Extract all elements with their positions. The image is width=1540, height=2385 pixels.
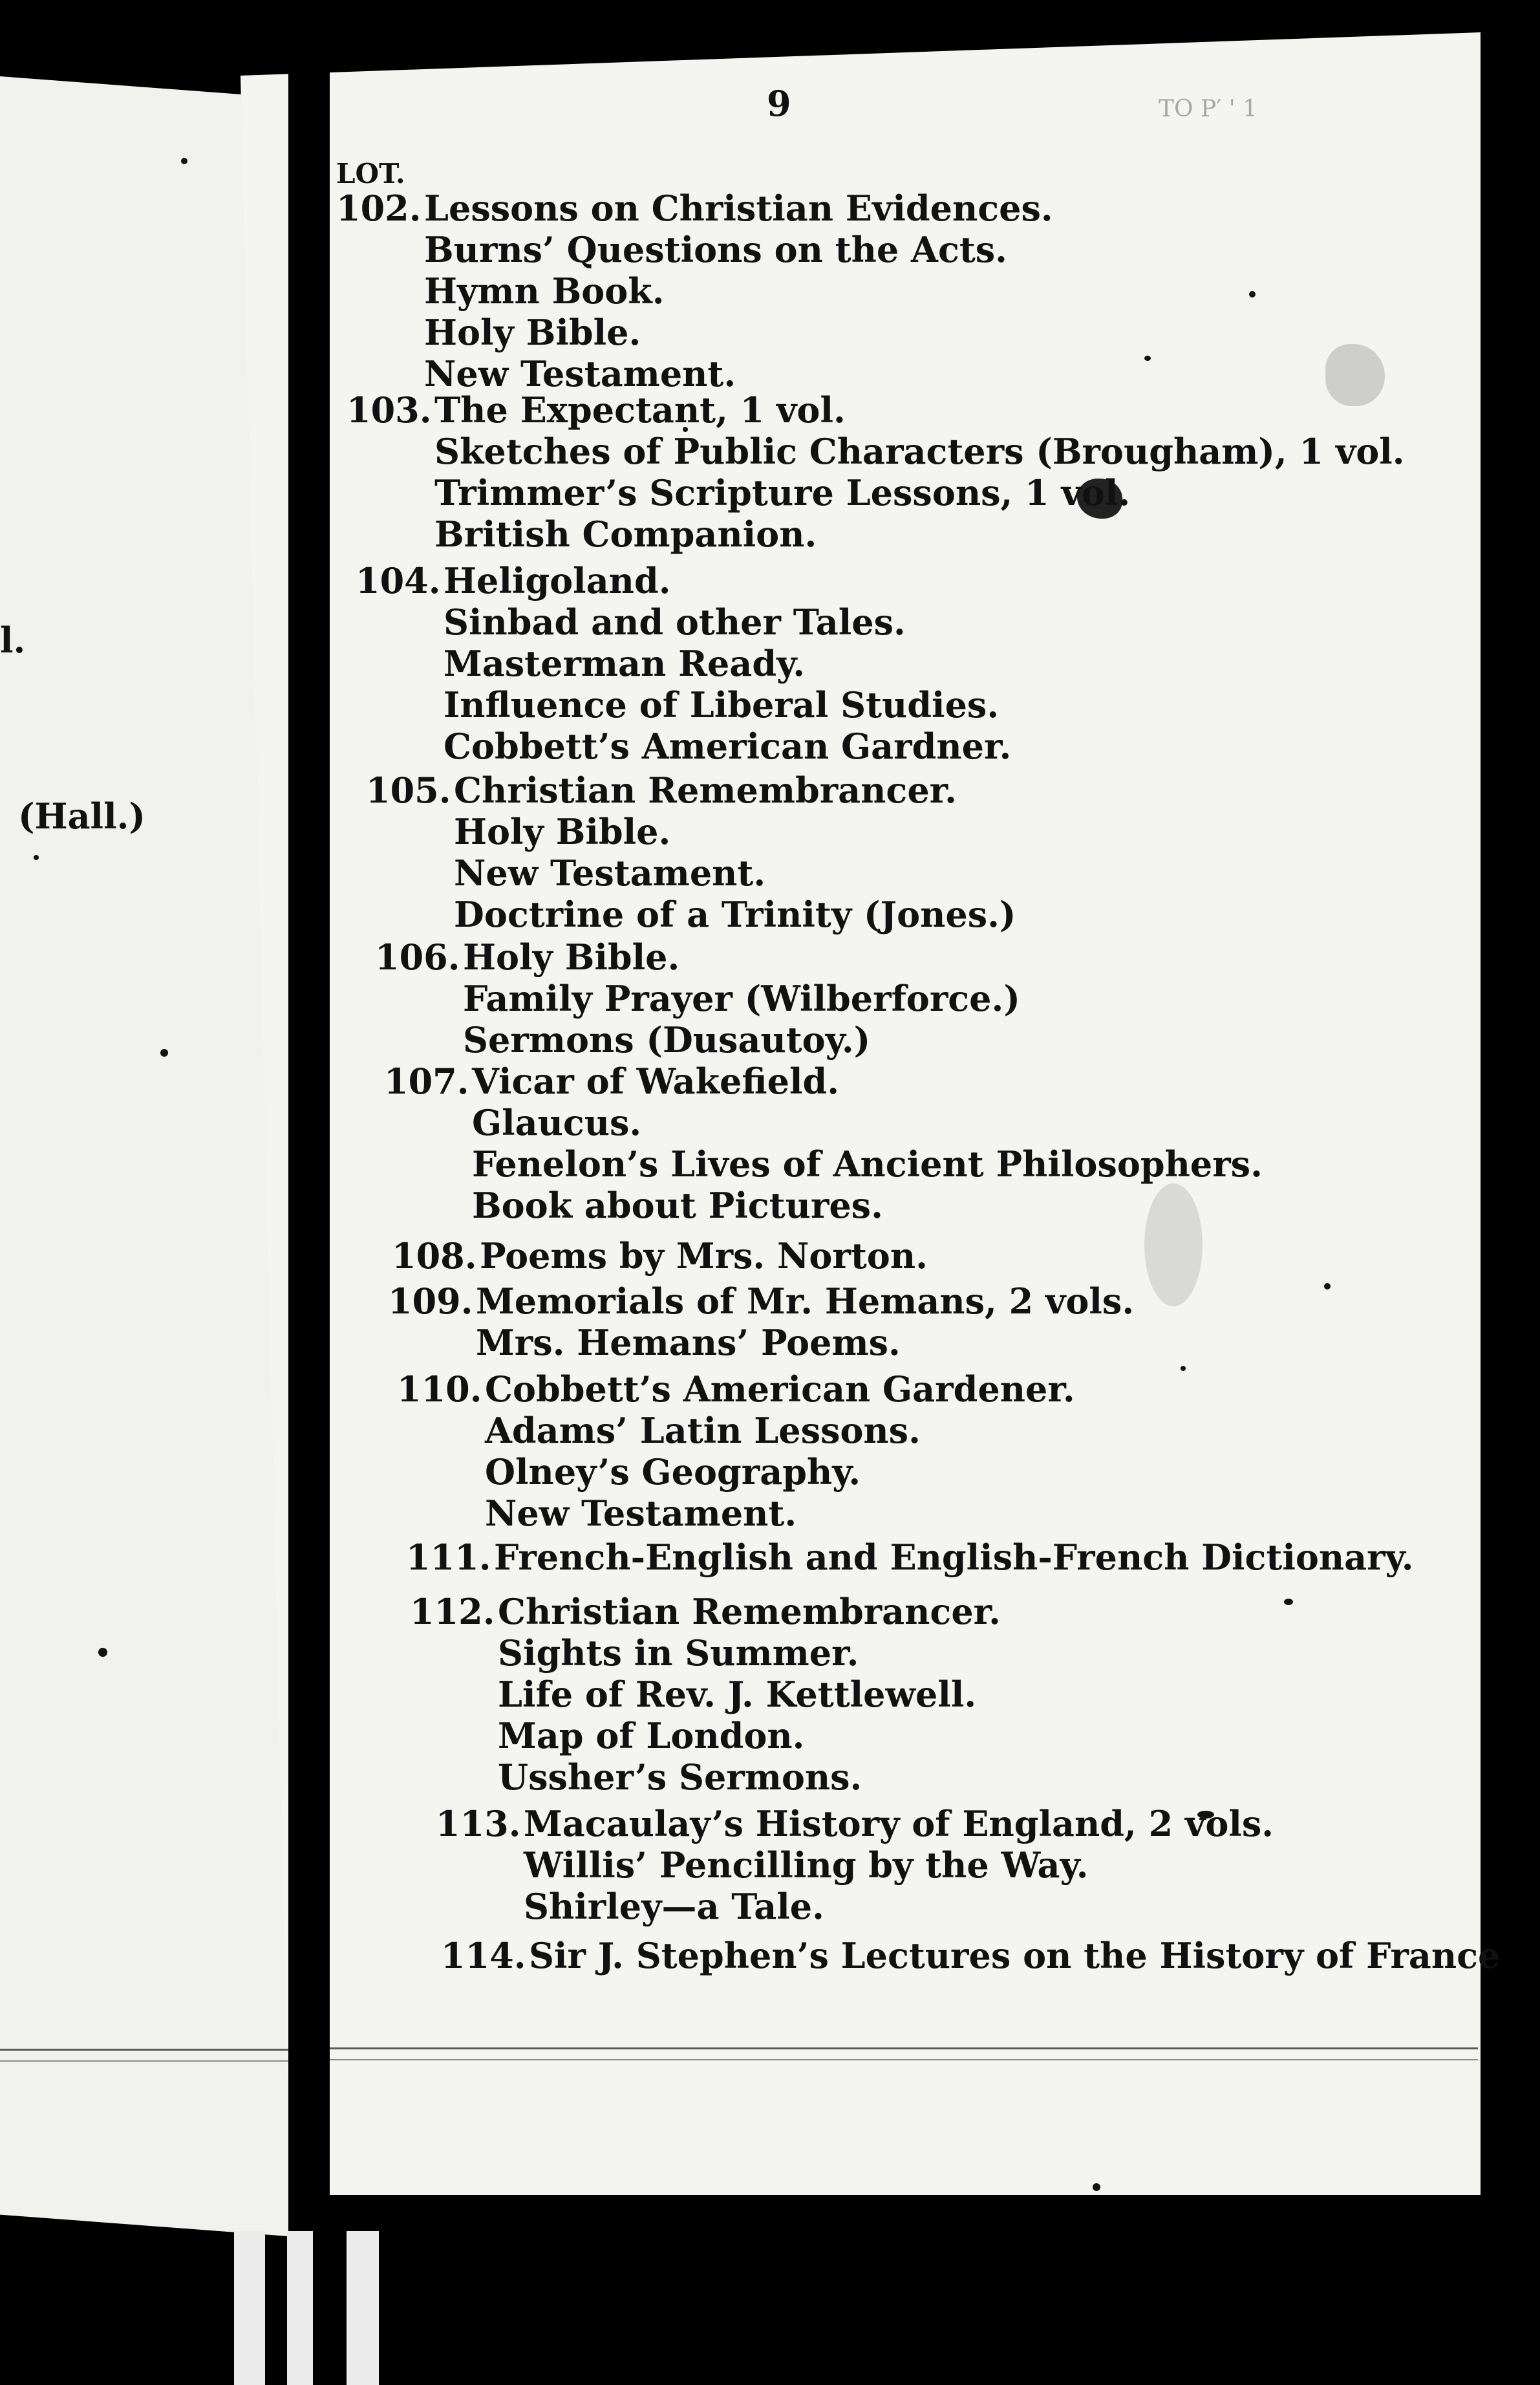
binding-tab bbox=[347, 2231, 379, 2385]
lot-items bbox=[444, 560, 1011, 767]
left-page-fragment: (Hall.) bbox=[18, 795, 145, 837]
book-title: Book about Pictures. bbox=[472, 1185, 883, 1226]
corner-mark: TO P′ ' 1 bbox=[1159, 96, 1258, 122]
lot-number: 102. bbox=[336, 188, 422, 229]
lot-number: 110. bbox=[397, 1368, 482, 1410]
lot-number: 111. bbox=[406, 1537, 491, 1578]
book-title: Family Prayer (Wilberforce.) bbox=[463, 978, 1020, 1019]
lot-number: 107. bbox=[384, 1061, 469, 1102]
ink-speck bbox=[181, 158, 187, 164]
book-title: Cobbett’s American Gardener. bbox=[485, 1368, 1075, 1410]
book-title: Sketches of Public Characters (Brougham), 1 vol. bbox=[434, 431, 1405, 472]
book-title: Life of Rev. J. Kettlewell. bbox=[498, 1674, 977, 1715]
book-title: Hymn Book. bbox=[424, 270, 665, 312]
left-page bbox=[0, 76, 288, 2236]
ink-speck bbox=[1249, 291, 1256, 297]
lot-number: 112. bbox=[410, 1591, 495, 1632]
lot-number: 104. bbox=[356, 560, 441, 601]
book-title: Macaulay’s History of England, 2 vols. bbox=[524, 1803, 1274, 1844]
book-title: Masterman Ready. bbox=[444, 643, 806, 684]
lot-items bbox=[480, 1235, 928, 1277]
lot-number: 106. bbox=[375, 936, 460, 978]
binding-tab bbox=[287, 2231, 313, 2385]
book-title: Holy Bible. bbox=[454, 811, 671, 852]
lot-items bbox=[476, 1280, 1134, 1363]
ink-speck bbox=[1144, 356, 1151, 361]
ink-speck bbox=[98, 1648, 107, 1657]
book-title: Heligoland. bbox=[444, 560, 671, 601]
ink-speck bbox=[34, 855, 39, 860]
lot-items bbox=[494, 1537, 1414, 1578]
page-number: 9 bbox=[767, 83, 791, 124]
book-title: Shirley—a Tale. bbox=[524, 1886, 824, 1927]
ink-speck bbox=[1284, 1599, 1293, 1605]
book-title: Willis’ Pencilling by the Way. bbox=[524, 1844, 1089, 1886]
right-page-rule-2 bbox=[330, 2059, 1478, 2060]
book-title: Sights in Summer. bbox=[498, 1632, 859, 1674]
book-title: Ussher’s Sermons. bbox=[498, 1756, 862, 1798]
book-title: New Testament. bbox=[485, 1493, 797, 1534]
book-title: Olney’s Geography. bbox=[485, 1451, 861, 1493]
ink-speck bbox=[1181, 1366, 1186, 1371]
lot-number: 109. bbox=[388, 1280, 473, 1322]
lot-number: 105. bbox=[366, 770, 451, 811]
lot-items bbox=[434, 389, 1405, 555]
book-title: Cobbett’s American Gardner. bbox=[444, 726, 1012, 767]
lot-number: 113. bbox=[436, 1803, 521, 1844]
left-page-rule bbox=[0, 2049, 288, 2051]
ink-speck bbox=[1093, 2183, 1100, 2191]
book-title: Christian Remembrancer. bbox=[498, 1591, 1001, 1632]
book-title: Burns’ Questions on the Acts. bbox=[424, 229, 1007, 270]
lot-items bbox=[498, 1591, 1001, 1798]
lot-items bbox=[529, 1935, 1500, 1976]
book-title: Holy Bible. bbox=[463, 936, 680, 978]
right-page-rule bbox=[330, 2047, 1478, 2049]
lot-items bbox=[472, 1061, 1263, 1226]
book-title: New Testament. bbox=[454, 852, 766, 894]
book-title: Map of London. bbox=[498, 1715, 805, 1756]
book-title: Memorials of Mr. Hemans, 2 vols. bbox=[476, 1280, 1135, 1322]
book-title: British Companion. bbox=[434, 513, 817, 555]
book-title: Influence of Liberal Studies. bbox=[444, 684, 1000, 726]
lot-items bbox=[524, 1803, 1274, 1927]
book-title: Holy Bible. bbox=[424, 312, 641, 353]
book-title: Lessons on Christian Evidences. bbox=[424, 188, 1053, 229]
lot-number: 114. bbox=[441, 1935, 526, 1976]
lot-items bbox=[463, 936, 1020, 1061]
book-title: Adams’ Latin Lessons. bbox=[485, 1410, 921, 1451]
book-title: Christian Remembrancer. bbox=[454, 770, 957, 811]
binding-gutter bbox=[288, 52, 330, 2250]
book-title: Sinbad and other Tales. bbox=[444, 601, 906, 643]
book-title: Sir J. Stephen’s Lectures on the History of France bbox=[529, 1935, 1501, 1976]
book-title: The Expectant, 1 vol. bbox=[434, 389, 846, 431]
book-title: Fenelon’s Lives of Ancient Philosophers. bbox=[472, 1143, 1263, 1185]
ink-speck bbox=[1324, 1283, 1331, 1290]
binding-tab bbox=[234, 2231, 265, 2385]
book-title: Doctrine of a Trinity (Jones.) bbox=[454, 894, 1016, 935]
ink-speck bbox=[160, 1049, 168, 1057]
lot-items bbox=[424, 188, 1053, 394]
book-title: Vicar of Wakefield. bbox=[472, 1061, 840, 1102]
book-title: Poems by Mrs. Norton. bbox=[480, 1235, 928, 1277]
book-title: Trimmer’s Scripture Lessons, 1 vol. bbox=[434, 472, 1131, 513]
left-page-rule-2 bbox=[0, 2060, 288, 2062]
book-title: New Testament. bbox=[424, 353, 736, 394]
lot-items bbox=[454, 770, 1016, 935]
lot-number: 103. bbox=[347, 389, 432, 431]
lot-number: 108. bbox=[392, 1235, 477, 1277]
lot-column-heading: LOT. bbox=[336, 158, 405, 189]
book-title: Mrs. Hemans’ Poems. bbox=[476, 1322, 901, 1363]
lot-items bbox=[485, 1368, 1075, 1534]
book-title: Sermons (Dusautoy.) bbox=[463, 1019, 871, 1061]
left-page-fragment: l. bbox=[0, 620, 26, 661]
book-title: Glaucus. bbox=[472, 1102, 642, 1143]
book-title: French-English and English-French Dictionary. bbox=[494, 1537, 1414, 1578]
